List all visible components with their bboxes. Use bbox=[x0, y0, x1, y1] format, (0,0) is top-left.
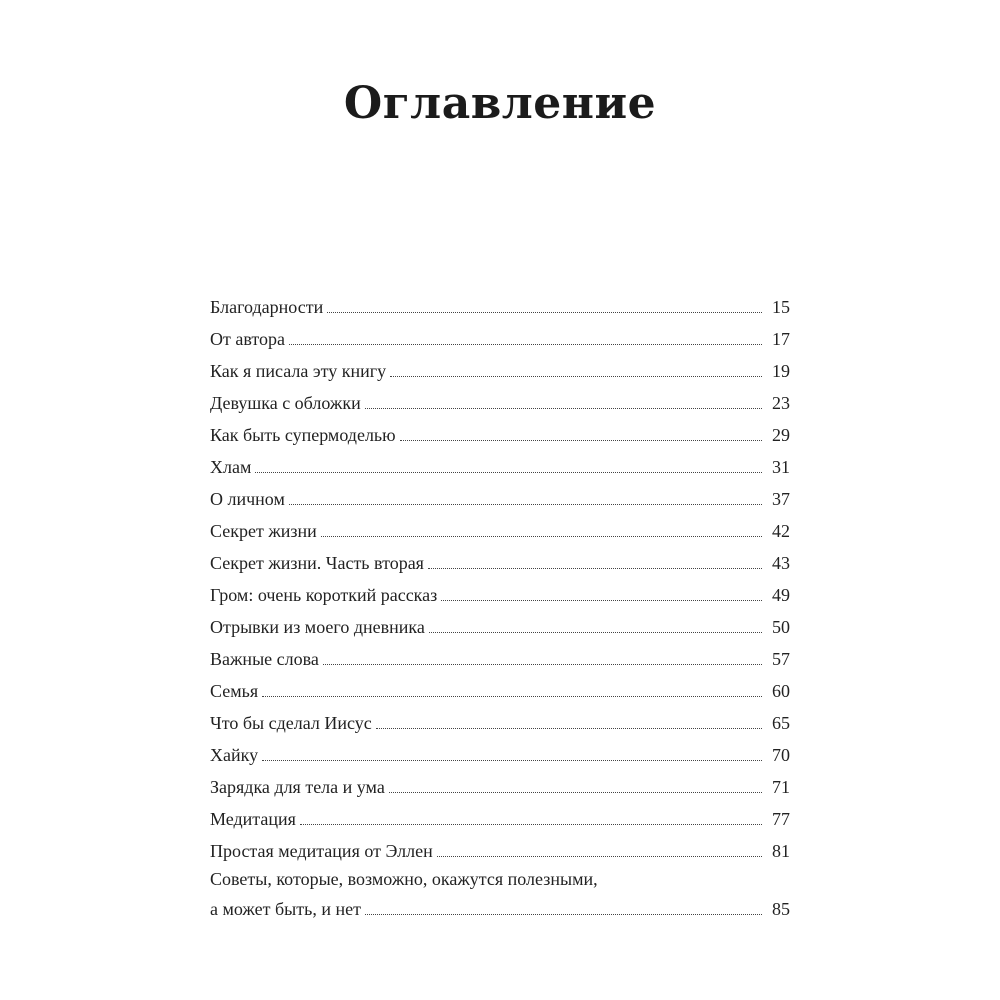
toc-entry bbox=[210, 670, 790, 702]
dot-leader bbox=[437, 856, 762, 857]
toc-entry-title-line2: а может быть, и нет bbox=[210, 899, 361, 919]
dot-leader bbox=[400, 440, 762, 441]
toc-entry-title: Секрет жизни bbox=[210, 521, 317, 541]
dot-leader bbox=[365, 914, 762, 915]
toc-entry-title-line1: Советы, которые, возможно, окажутся полезными, bbox=[210, 869, 598, 889]
toc-entry-page: 85 bbox=[772, 899, 790, 919]
dot-leader bbox=[289, 504, 762, 505]
toc-entry-title: Секрет жизни. Часть вторая bbox=[210, 553, 424, 573]
dot-leader bbox=[262, 696, 762, 697]
toc-entry bbox=[210, 766, 790, 798]
toc-entry-page: 77 bbox=[772, 809, 790, 829]
dot-leader bbox=[376, 728, 762, 729]
dot-leader bbox=[429, 632, 762, 633]
toc-entry-title: От автора bbox=[210, 329, 286, 349]
toc-entry-page: 37 bbox=[772, 489, 790, 509]
toc-entry bbox=[210, 350, 790, 382]
toc-entry bbox=[210, 542, 790, 574]
toc-entry-page: 49 bbox=[772, 585, 790, 605]
toc-entry-page: 15 bbox=[772, 297, 790, 317]
dot-leader bbox=[300, 824, 762, 825]
toc-entry bbox=[210, 414, 790, 446]
toc-entry-title: Медитация bbox=[210, 809, 296, 829]
toc-entry-page: 65 bbox=[772, 713, 790, 733]
toc-entry-page: 81 bbox=[772, 841, 790, 861]
dot-leader bbox=[365, 408, 762, 409]
dot-leader bbox=[327, 312, 762, 313]
toc-entry-title: Хлам bbox=[210, 457, 252, 477]
toc-entry-title: Как быть супермоделью bbox=[210, 425, 396, 445]
toc-entry bbox=[210, 734, 790, 766]
toc-entry-title: Как я писала эту книгу bbox=[210, 361, 387, 381]
toc-entry bbox=[210, 318, 790, 350]
toc-entry bbox=[210, 286, 790, 318]
toc-entry-page: 43 bbox=[772, 553, 790, 573]
toc-entry-page: 23 bbox=[772, 393, 790, 413]
toc-entry bbox=[210, 702, 790, 734]
toc-entry-page: 17 bbox=[772, 329, 790, 349]
page-title: Оглавление bbox=[343, 78, 657, 129]
dot-leader bbox=[323, 664, 762, 665]
toc-entry bbox=[210, 606, 790, 638]
toc-entry bbox=[210, 478, 790, 510]
toc-entry-page: 19 bbox=[772, 361, 790, 381]
toc-entry-title: Отрывки из моего дневника bbox=[210, 617, 425, 637]
toc-entry-title: Хайку bbox=[210, 745, 259, 765]
toc-entry bbox=[210, 446, 790, 478]
dot-leader bbox=[255, 472, 762, 473]
toc-entry-title: Девушка с обложки bbox=[210, 393, 361, 413]
toc-entry-title: Семья bbox=[210, 681, 259, 701]
toc-entry-page: 50 bbox=[772, 617, 790, 637]
toc-entry bbox=[210, 574, 790, 606]
toc-entry-title: Благодарности bbox=[210, 297, 324, 317]
toc-entry bbox=[210, 510, 790, 542]
dot-leader bbox=[262, 760, 762, 761]
toc-entry-title: Что бы сделал Иисус bbox=[210, 713, 372, 733]
toc-entry-title: Важные слова bbox=[210, 649, 319, 669]
toc-entry-page: 70 bbox=[772, 745, 790, 765]
toc-entry-page: 29 bbox=[772, 425, 790, 445]
toc-entry-multiline bbox=[210, 868, 790, 920]
toc-entry-page: 31 bbox=[772, 457, 790, 477]
toc-entry-title: О личном bbox=[210, 489, 285, 509]
toc-entry-title: Простая медитация от Эллен bbox=[210, 841, 433, 861]
toc-entry-page: 71 bbox=[772, 777, 790, 797]
dot-leader bbox=[389, 792, 762, 793]
toc-entry bbox=[210, 382, 790, 414]
toc-entry bbox=[210, 830, 790, 862]
toc-entry-page: 42 bbox=[772, 521, 790, 541]
toc-entry-title: Зарядка для тела и ума bbox=[210, 777, 385, 797]
toc-entry-title: Гром: очень короткий рассказ bbox=[210, 585, 438, 605]
toc-entry bbox=[210, 798, 790, 830]
dot-leader bbox=[289, 344, 762, 345]
toc-entry-page: 60 bbox=[772, 681, 790, 701]
toc-entry bbox=[210, 638, 790, 670]
dot-leader bbox=[390, 376, 762, 377]
toc-entry-page: 57 bbox=[772, 649, 790, 669]
dot-leader bbox=[428, 568, 762, 569]
dot-leader bbox=[321, 536, 762, 537]
dot-leader bbox=[441, 600, 762, 601]
table-of-contents bbox=[210, 286, 790, 920]
